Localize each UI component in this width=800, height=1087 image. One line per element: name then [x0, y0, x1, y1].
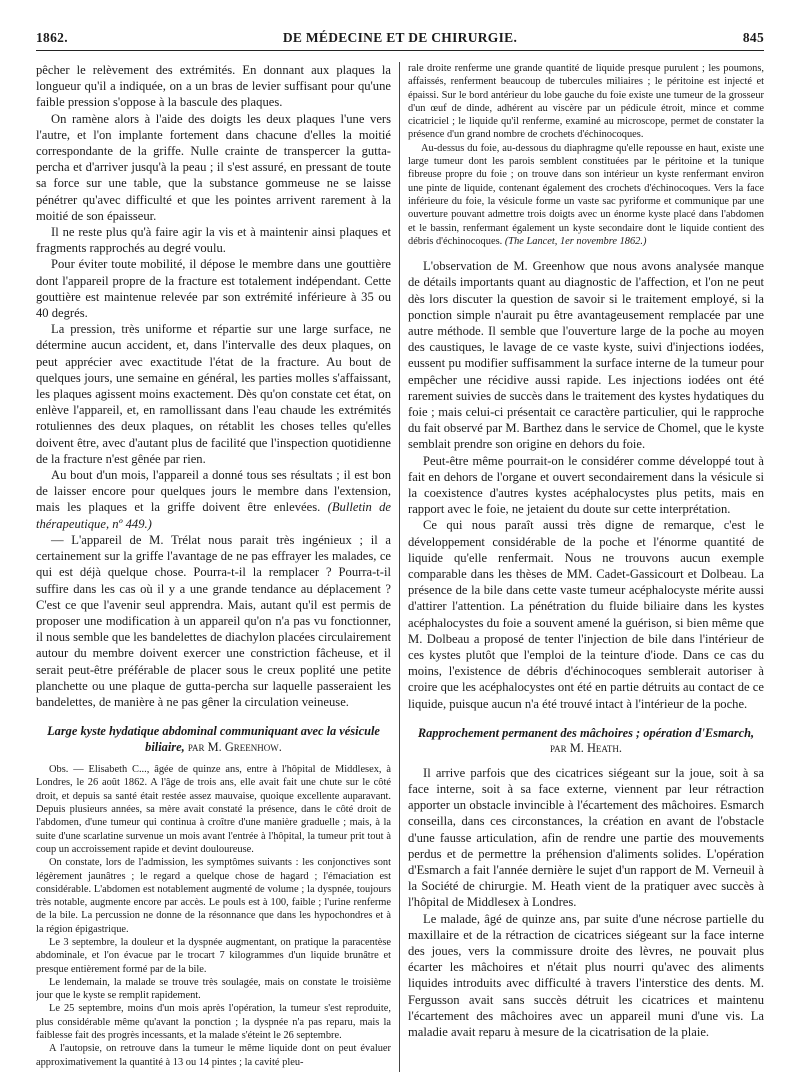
paragraph: L'observation de M. Greenhow que nous avons analysée manque de détails importants quant au diagnostic de l'affection, et l'on ne peut dès lors discuter la question de savoir si le traitement employé, si la ponction simple n'aurait pu être avantageusement remplacée par une autre méthode. Il semble que l'ouverture large de la poche au moyen des caustiques, le lavage de ce vaste kyste, suivi d'injections iodées, eussent pu modifier suffisamment la surface interne de la tumeur pour empêcher une récidive aussi rapide. Les injections iodées ont été rarement suivies de succès dans le traitement des kystes hydatiques du foie ; mais celui-ci présentait ce caractère particulier, qui le rapproche du fait observé par M. Barthez dans le service de Chomel, que le kyste semblait prendre son origine en dehors du foie.: [408, 259, 764, 452]
running-header: [36, 28, 764, 51]
observation-paragraph: Obs. — Elisabeth C..., âgée de quinze ans, entre à l'hôpital de Middlesex, à Londres, le 26 août 1862. A l'âge de trois ans, elle avait fait une chute sur le côté droit, et depuis sa santé était restée assez mauvaise, quoique excellente auparavant. Depuis plusieurs années, sa mère avait constaté la présence, dans le côté droit de l'abdomen, d'une tumeur qui continua à croître d'une manière graduelle ; mais, à la suite d'une scarlatine survenue un mois avant l'entrée à l'hôpital, la tumeur prit tout à coup un accroissement rapide et devint douloureuse.: [36, 764, 391, 855]
left-column: [36, 62, 391, 1073]
citation: (The Lancet, 1er novembre 1862.): [504, 235, 647, 247]
paragraph: On ramène alors à l'aide des doigts les deux plaques l'une vers l'autre, et l'on implante fortement dans chacune d'elles la moitié correspondante de la griffe. Nulle crainte de transpercer la gutta-percha et d'arriver jusqu'à la peau ; il s'est assuré, en pressant de toute sa force sur une table, que la substance gommeuse ne se laisse pénétrer qu'avec difficulté et que les pointes arrivent rarement à la moitié de son épaisseur.: [36, 111, 391, 223]
paragraph: Ce qui nous paraît aussi très digne de remarque, c'est le développement considérable de la poche et l'énorme quantité de liquide qu'elle renfermait. Nous ne trouvons aucun exemple comparable dans les thèses de MM. Cadet-Gassicourt et Dolbeau. La présence de la bile dans cette vaste tumeur acéphalocyste mérite aussi d'attirer l'attention. La pénétration du fluide biliaire dans les kystes acéphalocystes du foie a souvent amené la guérison, si bien même que M. Dolbeau a proposé de tenter l'injection de bile dans l'intérieur de ces kystes plutôt que l'emploi de la teinture d'iode. Dans ce cas du moins, l'existence de débris d'échinocoques semblerait autoriser à croire que les acéphalocystes ont été en partie détruits au contact de ce liquide, puisque aucun n'a été trouvé intact à l'intérieur de la poche.: [408, 518, 764, 711]
paragraph-text: Au bout d'un mois, l'appareil a donné tous ses résultats ; il est bon de laisser encore pour quelques jours le membre dans l'extension, mais les plaques et la griffe doivent être enlevées.: [36, 468, 391, 515]
page-number: 845: [742, 30, 764, 45]
observation-paragraph: Le 3 septembre, la douleur et la dyspnée augmentant, on pratique la paracentèse abdominale, et l'on évacue par le trocart 7 kilogrammes d'un liquide brunâtre et presque entièrement formé par de la bile.: [36, 936, 391, 975]
section-title: Rapprochement permanent des mâchoires ; opération d'Esmarch,: [417, 725, 755, 740]
observation-paragraph: rale droite renferme une grande quantité de liquide presque purulent ; les poumons, affaissés, renferment beaucoup de tubercules miliaires ; le péritoine est injecté et épaissi. Sur le bord antérieur du lobe gauche du foie existe une tumeur de la grosseur d'un œuf de dinde, adhérent au viscère par un pédicule étroit, mince et comme cicatriciel ; le liquide qu'il renferme, examiné au microscope, permet de constater la présence d'un grand nombre de crochets d'échinocoques.: [408, 63, 764, 141]
paragraph: Le malade, âgé de quinze ans, par suite d'une nécrose partielle du maxillaire et de la rétraction de cicatrices siégeant sur la face interne des joues, vers la commissure droite des lèvres, ne pouvait plus écarter les mâchoires et n'était plus nourri qu'avec des aliments liquides introduits avec difficulté à travers l'interstice des dents. M. Fergusson avait sans succès détruit les cicatrices et maintenu l'écartement des mâchoires avec un appareil muni d'une vis. La maladie avait reparu à mesure de la cicatrisation de la plaie.: [408, 911, 764, 1040]
column-divider: [399, 62, 400, 1072]
observation-paragraph: Le lendemain, la malade se trouve très soulagée, mais on constate le troisième jour que le kyste se remplit rapidement.: [36, 976, 391, 1002]
section-author: par M. Heath.: [549, 741, 623, 756]
citation: (Bulletin de thérapeutique, nº 449.): [36, 500, 391, 531]
paragraph: pêcher le relèvement des extrémités. En donnant aux plaques la longueur qu'il a indiquée, on a un bras de levier suffisant pour qu'une faible pression s'oppose à la bascule des plaques.: [36, 63, 391, 110]
paragraph: [36, 467, 391, 532]
paragraph: Pour éviter toute mobilité, il dépose le membre dans une gouttière dont l'appareil propre de la fracture est totalement indépendant. Cette gouttière est maintenue relevée par son extrémité inférieure à 35 ou 40 degrés.: [36, 257, 391, 321]
paragraph-text: Au-dessus du foie, au-dessous du diaphragme qu'elle repousse en haut, existe une large tumeur dont les parois semblent constituées par le péritoine et la tunique fibreuse propre du foie ; on trouve dans son intérieur un kyste renfermant environ une pinte de liquide, contenant également des crochets d'échinocoques. Vers la face inférieure du foie, la vésicule forme un vaste sac pyriforme et communique par une ouverture pouvant admettre trois doigts avec un énorme kyste placé dans l'abdomen et le bassin, renfermant également un kyste secondaire dont le liquide contient des débris d'échinocoques.: [408, 142, 764, 247]
section-heading: [412, 726, 760, 757]
paragraph: Il arrive parfois que des cicatrices siégeant sur la joue, soit à sa face interne, soit à sa face externe, viennent par leur rétraction apporter un obstacle invincible à l'écartement des mâchoires. Esmarch conseilla, dans ces circonstances, la création en avant de l'obstacle d'une fausse articulation, afin de rendre une partie des mouvements perdus et de permettre la préhension d'aliments solides. L'opération d'Esmarch a fait l'année dernière le sujet d'un rapport de M. Verneuil à la Société de chirurgie. M. Heath vient de la pratiquer avec succès à l'hôpital de Middlesex à Londres.: [408, 765, 764, 910]
observation-paragraph: On constate, lors de l'admission, les symptômes suivants : les conjonctives sont légèrement jaunâtres ; le regard a quelque chose de hagard ; l'émaciation est considérable. L'abdomen est notablement augmenté de volume ; la dyspnée, toujours très notable, augmente encore par accès. Le pouls est à 100, faible ; l'urine renferme de la bile. La percussion ne donne de la résonnance que dans les hypochondres et à la région épigastrique.: [36, 857, 391, 935]
paragraph: La pression, très uniforme et répartie sur une large surface, ne détermine aucun accident, et, dans l'intervalle des deux plaques, on peut apprécier avec exactitude l'état de la fracture. Au bout de quelques jours, une semaine en général, les parties molles s'affaissant, les plaques agissent moins exactement. Dès qu'on constate cet état, on enlève l'appareil, et, en ramollissant dans l'eau chaude les extrémités rotuliennes des deux plaques, on rétablit les choses telles qu'elles doivent être, avec d'autant plus de facilité que l'inspection quotidienne de la fracture n'est gênée par rien.: [36, 322, 391, 466]
section-title: Large kyste hydatique abdominal communiquant avec la vésicule biliaire,: [47, 724, 380, 754]
observation-paragraph: Le 25 septembre, moins d'un mois après l'opération, la tumeur s'est reproduite, plus considérable même qu'avant la ponction ; la dyspnée n'a pas reparu, mais la faiblesse fait des progrès incessants, et la malade s'éteint le 26 septembre.: [36, 1003, 391, 1042]
header-year: 1862.: [36, 30, 68, 45]
section-author: par M. Greenhow.: [187, 739, 282, 754]
right-column: [408, 62, 764, 1073]
observation-paragraph: A l'autopsie, on retrouve dans la tumeur le même liquide dont on peut évaluer approximativement la quantité à 13 ou 14 pintes ; la cavité pleu-: [36, 1043, 391, 1068]
section-heading: [40, 724, 387, 755]
paragraph: — L'appareil de M. Trélat nous parait très ingénieux ; il a certainement sur la griffe l'avantage de ne pas effrayer les malades, ce qui est déjà quelque chose. Pourra-t-il la remplacer ? Pourra-t-il suffire dans les cas où il y a une grande tendance au déplacement ? C'est ce que l'avenir seul apprendra. Mais, autant qu'il est permis de proposer une modification à un appareil qu'on n'a pas vu fonctionner, il nous semble que les bandelettes de diachylon placées circulairement autour du membre doivent exercer une constriction fâcheuse, et il serait peut-être préférable de placer sous le creux poplité une petite planchette ou une plaque de gutta-percha sur laquelle passeraient les bandelettes, de manière à ne pas gêner la circulation veineuse.: [36, 532, 391, 709]
paragraph: Il ne reste plus qu'à faire agir la vis et à maintenir ainsi plaques et fragments rapprochés au degré voulu.: [36, 225, 391, 256]
observation-paragraph: [408, 142, 764, 248]
header-title: DE MÉDECINE ET DE CHIRURGIE.: [282, 30, 518, 45]
paragraph: Peut-être même pourrait-on le considérer comme développé tout à fait en dehors de l'organe et ouvert secondairement dans la vésicule si la coexistence d'autres kystes acéphalocystes plus petits, mais en rapport avec le foie, ne jetaient du doute sur cette interprétation.: [408, 453, 764, 517]
